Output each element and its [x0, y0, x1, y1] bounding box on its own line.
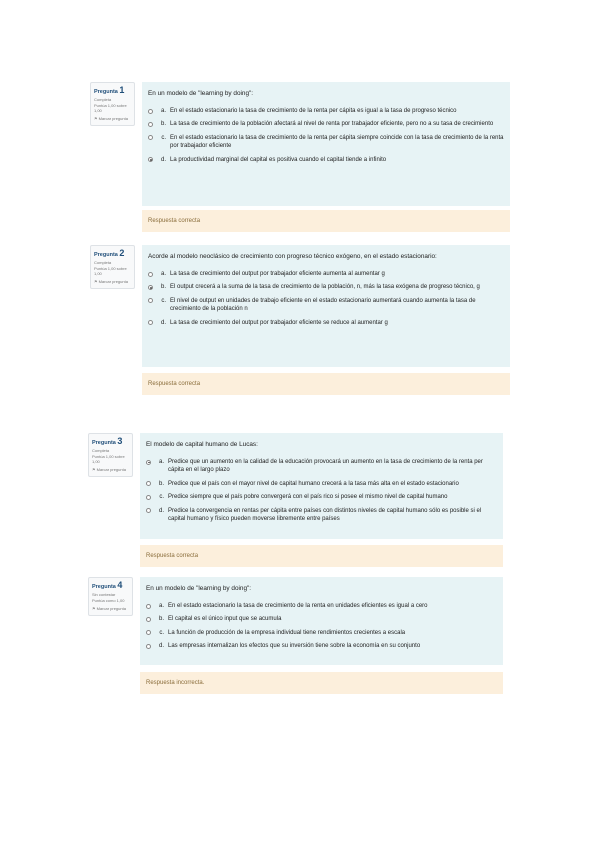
radio-button[interactable]: [146, 644, 151, 649]
answer-option[interactable]: d. La productividad marginal del capital es positiva cuando el capital tiende a infinito: [148, 156, 504, 164]
question-stem: Acorde al modelo neoclásico de crecimiento con progreso técnico exógeno, en el estado estacionario:: [148, 253, 437, 260]
flag-icon: ⚑: [94, 116, 98, 121]
radio-button[interactable]: [148, 109, 153, 114]
answer-option[interactable]: a. En el estado estacionario la tasa de crecimiento de la renta en unidades eficientes es igual a cero: [146, 602, 497, 610]
flag-question-link[interactable]: ⚑Marcar pregunta: [92, 606, 126, 611]
radio-button[interactable]: [148, 272, 153, 277]
feedback-banner: Respuesta correcta: [140, 545, 503, 567]
answer-option[interactable]: b. El capital es el único input que se acumula: [146, 615, 497, 623]
feedback-banner: Respuesta correcta: [142, 373, 510, 395]
question-content: [140, 577, 503, 665]
answer-option[interactable]: d. La tasa de crecimiento del output por trabajador eficiente se reduce al aumentar g: [148, 319, 504, 327]
question-status: Completa: [92, 448, 110, 453]
answer-option[interactable]: c. En el estado estacionario la tasa de crecimiento de la renta per cápita siempre coincide con la tasa de crecimiento de la renta por trabajador eficiente: [148, 134, 504, 151]
question-content: [142, 245, 510, 367]
answer-option[interactable]: b. La tasa de crecimiento de la población afectará al nivel de renta por trabajador eficiente, pero no a su tasa de crecimiento: [148, 120, 504, 128]
question-info: [88, 577, 133, 616]
feedback-banner: Respuesta correcta: [142, 210, 510, 232]
answer-option[interactable]: a. La tasa de crecimiento del output por trabajador eficiente aumenta al aumentar g: [148, 270, 504, 278]
radio-button[interactable]: [148, 122, 153, 127]
answer-option[interactable]: c. La función de producción de la empresa individual tiene rendimientos crecientes a escala: [146, 629, 497, 637]
question-content: [142, 82, 510, 206]
flag-icon: ⚑: [94, 279, 98, 284]
feedback-banner: Respuesta incorrecta.: [140, 672, 503, 694]
radio-button-selected[interactable]: [146, 460, 151, 465]
flag-question-link[interactable]: ⚑Marcar pregunta: [94, 279, 128, 284]
question-info: [90, 82, 135, 126]
flag-icon: ⚑: [92, 467, 96, 472]
question-status: Sin contestar: [92, 592, 116, 597]
radio-button[interactable]: [146, 617, 151, 622]
question-title: Pregunta 4: [92, 580, 123, 590]
radio-button[interactable]: [148, 298, 153, 303]
question-stem: En un modelo de "learning by doing":: [146, 585, 252, 592]
radio-button[interactable]: [146, 495, 151, 500]
question-info: [90, 245, 135, 289]
question-content: [140, 433, 503, 539]
question-stem: El modelo de capital humano de Lucas:: [146, 441, 258, 448]
question-status: Completa: [94, 260, 112, 265]
flag-question-link[interactable]: ⚑Marcar pregunta: [94, 116, 128, 121]
radio-button[interactable]: [146, 630, 151, 635]
radio-button-selected[interactable]: [148, 157, 153, 162]
answer-option[interactable]: b. El output crecerá a la suma de la tasa de crecimiento de la población, n, más la tasa exógena de progreso técnico, g: [148, 283, 504, 291]
radio-button[interactable]: [148, 320, 153, 325]
radio-button[interactable]: [146, 481, 151, 486]
question-stem: En un modelo de "learning by doing":: [148, 90, 254, 97]
question-score: Puntúa 1,00 sobre 1,00: [92, 454, 125, 464]
answer-option[interactable]: a. Predice que un aumento en la calidad de la educación provocará un aumento en la tasa de crecimiento de la renta per cápita en el largo plazo: [146, 458, 497, 475]
answer-option[interactable]: d. Las empresas internalizan los efectos que su inversión tiene sobre la economía en su conjunto: [146, 642, 497, 650]
question-title: Pregunta 3: [92, 436, 123, 446]
question-info: [88, 433, 133, 477]
answer-option[interactable]: c. Predice siempre que el país pobre convergerá con el país rico si posee el mismo nivel de capital humano: [146, 493, 497, 501]
radio-button[interactable]: [146, 508, 151, 513]
question-score: Puntúa como 1,00: [92, 598, 125, 603]
answer-option[interactable]: b. Predice que el país con el mayor nivel de capital humano crecerá a la tasa más alta en el estado estacionario: [146, 480, 497, 488]
question-title: Pregunta 2: [94, 248, 125, 258]
question-title: Pregunta 1: [94, 85, 125, 95]
answer-option[interactable]: a. En el estado estacionario la tasa de crecimiento de la renta per cápita es igual a la tasa de progreso técnico: [148, 107, 504, 115]
flag-question-link[interactable]: ⚑Marcar pregunta: [92, 467, 126, 472]
radio-button[interactable]: [146, 604, 151, 609]
answer-option[interactable]: c. El nivel de output en unidades de trabajo eficiente en el estado estacionario aumentará cuando aumenta la tasa de crecimiento de la población n: [148, 297, 504, 314]
question-status: Completa: [94, 97, 112, 102]
question-score: Puntúa 1,00 sobre 1,00: [94, 266, 127, 276]
answer-option[interactable]: d. Predice la convergencia en rentas per cápita entre países con distintos niveles de capital humano sólo es posible si el capital humano y físico pueden moverse libremente entre países: [146, 507, 497, 524]
flag-icon: ⚑: [92, 606, 96, 611]
question-score: Puntúa 1,00 sobre 1,00: [94, 103, 127, 113]
radio-button[interactable]: [148, 135, 153, 140]
radio-button-selected[interactable]: [148, 285, 153, 290]
